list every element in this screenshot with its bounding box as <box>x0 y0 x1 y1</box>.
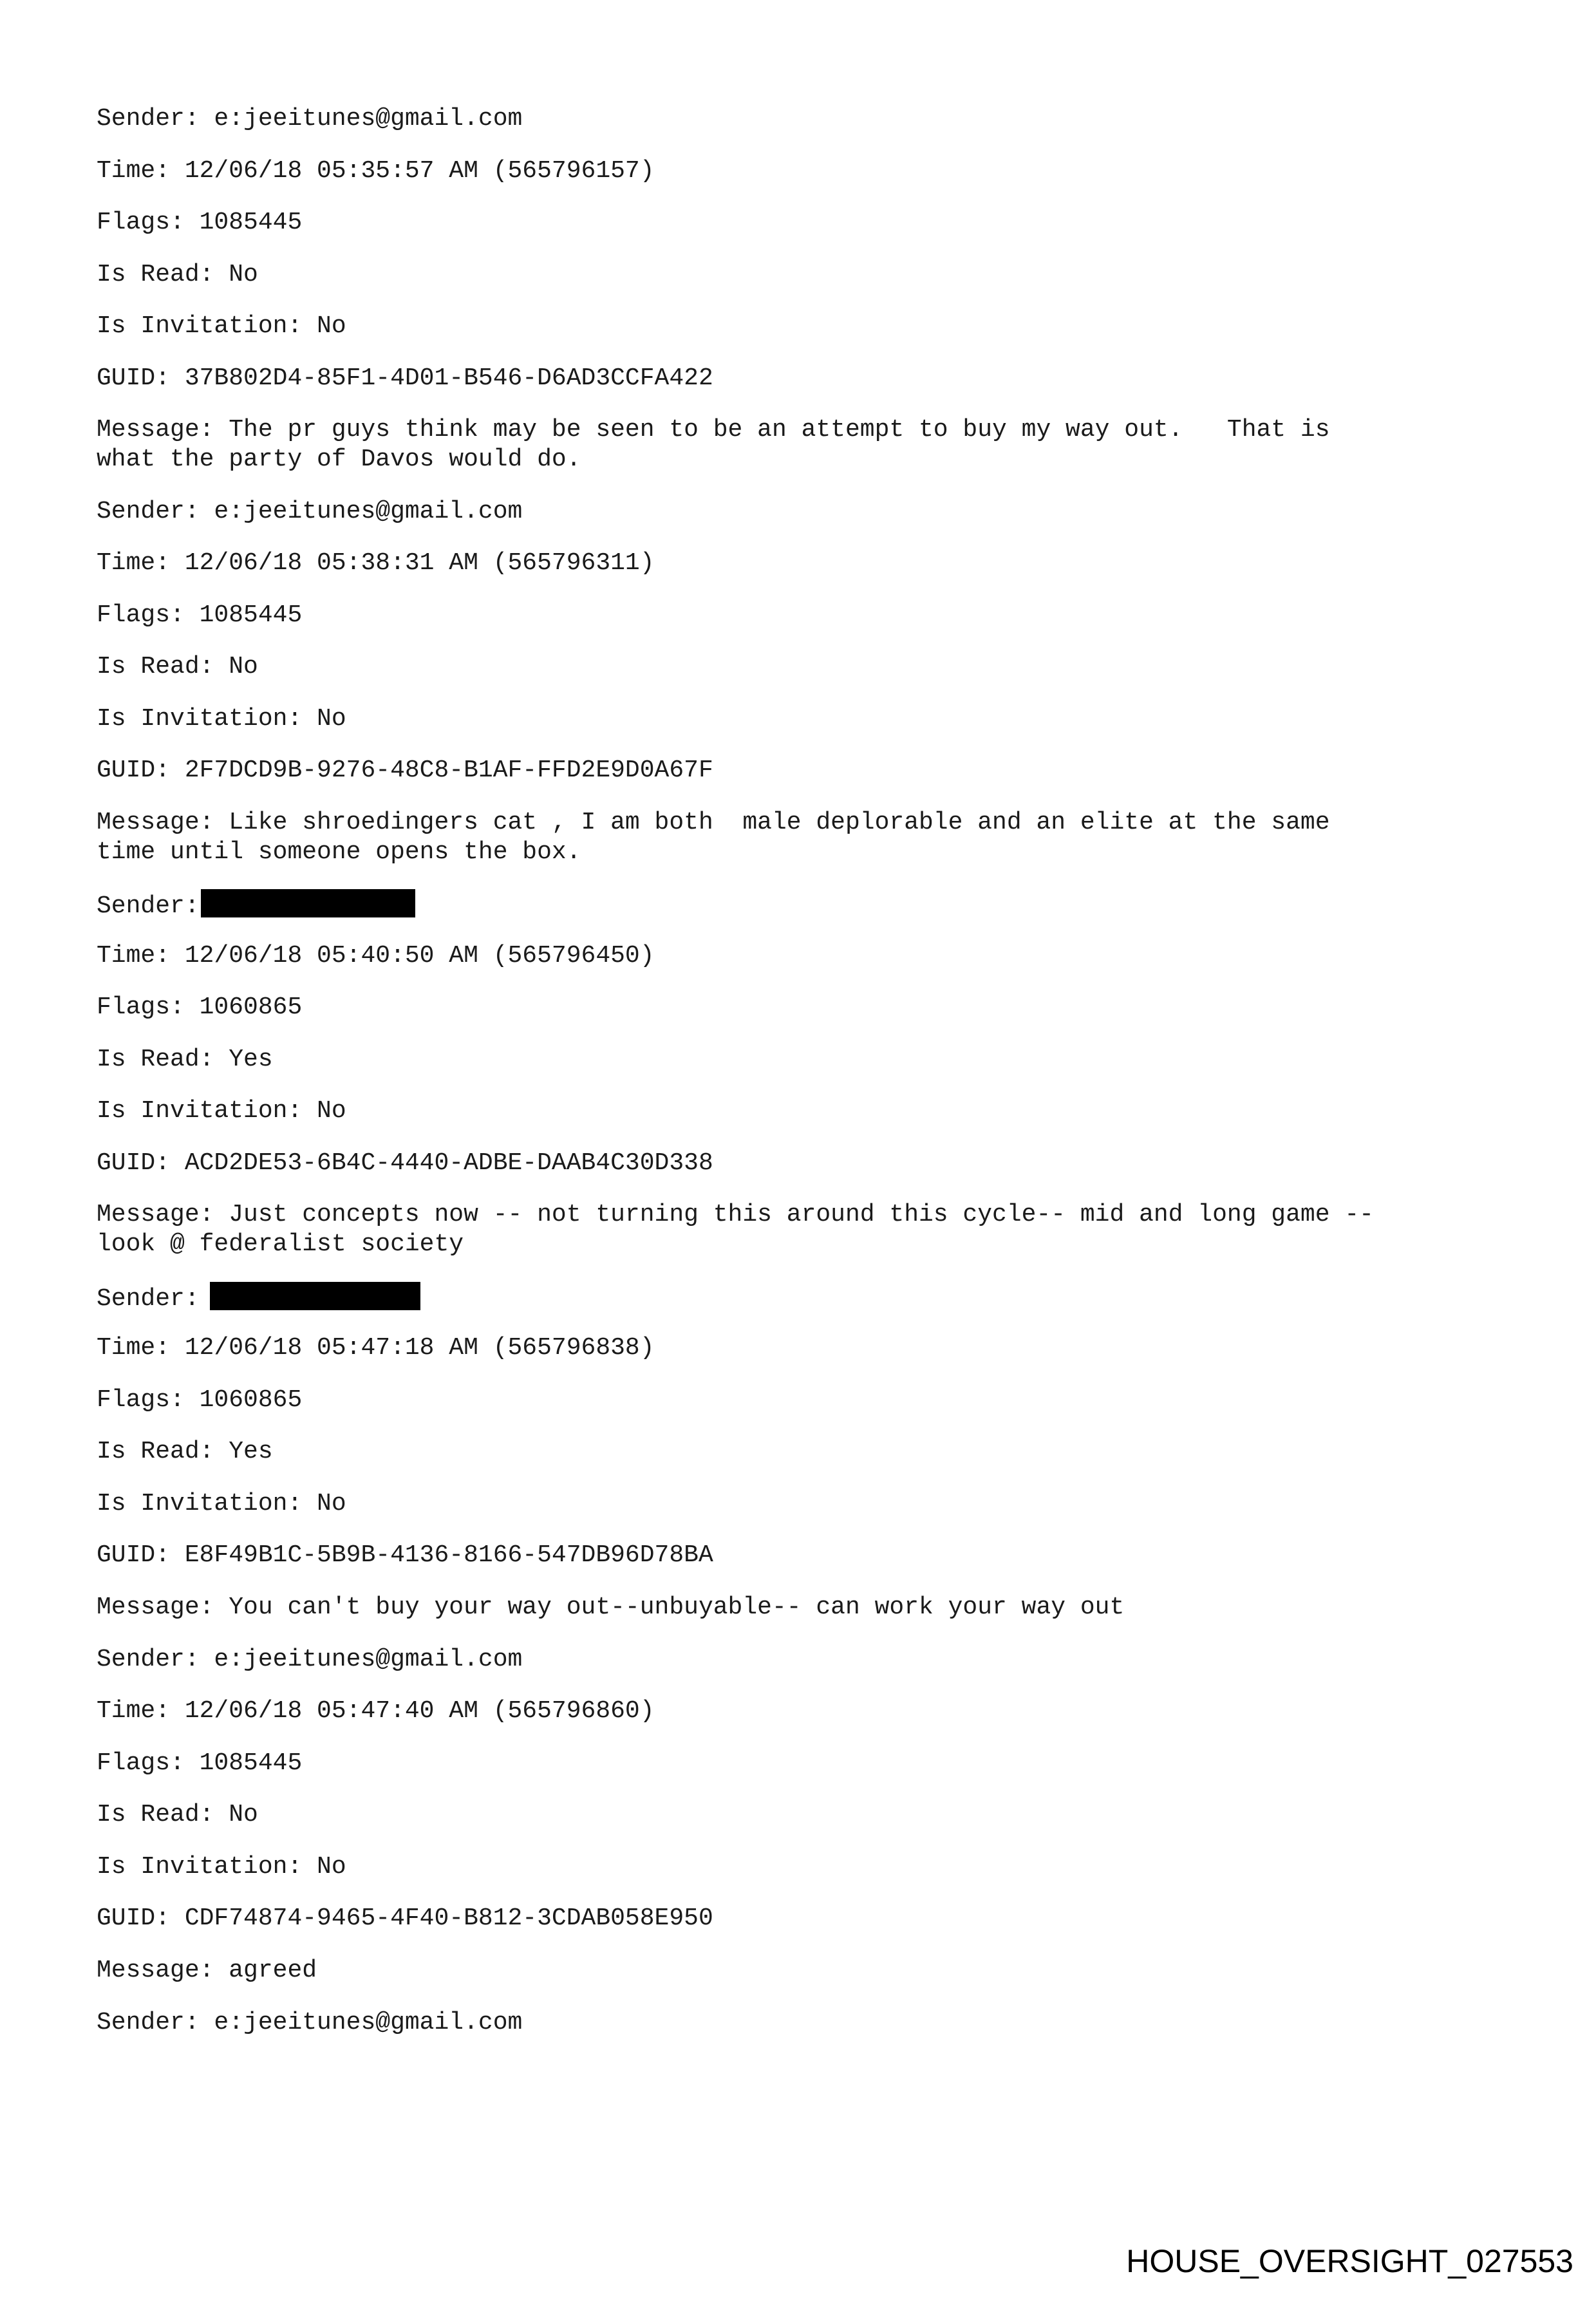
message-line-1: Message: Just concepts now -- not turning this around this cycle-- mid and long game -- <box>97 1201 1374 1228</box>
guid-line: GUID: 2F7DCD9B-9276-48C8-B1AF-FFD2E9D0A67F <box>97 757 713 784</box>
message-line-1: Message: The pr guys think may be seen to be an attempt to buy my way out. That is <box>97 416 1330 444</box>
is-invitation-line: Is Invitation: No <box>97 1852 346 1881</box>
message-line-1: Message: Like shroedingers cat , I am both male deplorable and an elite at the same <box>97 808 1330 836</box>
message-text: Message: You can't buy your way out--unbuyable-- can work your way out <box>97 1593 1125 1621</box>
bates-number: HOUSE_OVERSIGHT_027553 <box>1126 2243 1573 2279</box>
is-invitation-line: Is Invitation: No <box>97 704 346 733</box>
time-line: Time: 12/06/18 05:47:18 AM (565796838) <box>97 1334 655 1362</box>
sender-line <box>97 889 1513 919</box>
message-line-2: what the party of Davos would do. <box>97 446 581 473</box>
is-read-line: Is Read: No <box>97 260 258 288</box>
message-text <box>97 1200 1513 1259</box>
redaction-block <box>210 1282 420 1310</box>
flags-line: Flags: 1085445 <box>97 209 303 236</box>
message-text: Message: agreed <box>97 1956 317 1984</box>
message-record <box>97 889 1513 1259</box>
redaction-block <box>201 889 415 917</box>
message-log-page <box>97 104 1513 2060</box>
sender-line: Sender: e:jeeitunes@gmail.com <box>97 2008 523 2036</box>
guid-line: GUID: ACD2DE53-6B4C-4440-ADBE-DAAB4C30D338 <box>97 1149 713 1177</box>
is-read-line: Is Read: No <box>97 653 258 681</box>
message-record <box>97 497 1513 867</box>
is-read-line: Is Read: Yes <box>97 1438 273 1465</box>
message-line-2: look @ federalist society <box>97 1230 464 1258</box>
time-line: Time: 12/06/18 05:40:50 AM (565796450) <box>97 941 655 970</box>
message-record <box>97 104 1513 475</box>
flags-line: Flags: 1060865 <box>97 993 303 1021</box>
sender-line: Sender: e:jeeitunes@gmail.com <box>97 497 523 525</box>
guid-line: GUID: 37B802D4-85F1-4D01-B546-D6AD3CCFA422 <box>97 364 713 392</box>
sender-label: Sender: <box>97 892 200 920</box>
is-read-line: Is Read: No <box>97 1801 258 1828</box>
is-invitation-line: Is Invitation: No <box>97 312 346 340</box>
time-line: Time: 12/06/18 05:38:31 AM (565796311) <box>97 549 655 577</box>
message-text <box>97 808 1513 867</box>
sender-label: Sender: <box>97 1284 200 1313</box>
message-text <box>97 415 1513 475</box>
time-line: Time: 12/06/18 05:47:40 AM (565796860) <box>97 1697 655 1725</box>
flags-line: Flags: 1060865 <box>97 1386 303 1414</box>
sender-line <box>97 1282 1513 1311</box>
sender-line: Sender: e:jeeitunes@gmail.com <box>97 105 523 133</box>
is-read-line: Is Read: Yes <box>97 1045 273 1073</box>
flags-line: Flags: 1085445 <box>97 601 303 629</box>
message-line-2: time until someone opens the box. <box>97 838 581 866</box>
message-record <box>97 1282 1513 1622</box>
message-record <box>97 2008 1513 2038</box>
sender-line: Sender: e:jeeitunes@gmail.com <box>97 1645 523 1673</box>
time-line: Time: 12/06/18 05:35:57 AM (565796157) <box>97 156 655 185</box>
flags-line: Flags: 1085445 <box>97 1749 303 1777</box>
is-invitation-line: Is Invitation: No <box>97 1489 346 1518</box>
guid-line: GUID: E8F49B1C-5B9B-4136-8166-547DB96D78BA <box>97 1541 713 1569</box>
guid-line: GUID: CDF74874-9465-4F40-B812-3CDAB058E950 <box>97 1904 713 1932</box>
is-invitation-line: Is Invitation: No <box>97 1097 346 1125</box>
message-record <box>97 1645 1513 1986</box>
